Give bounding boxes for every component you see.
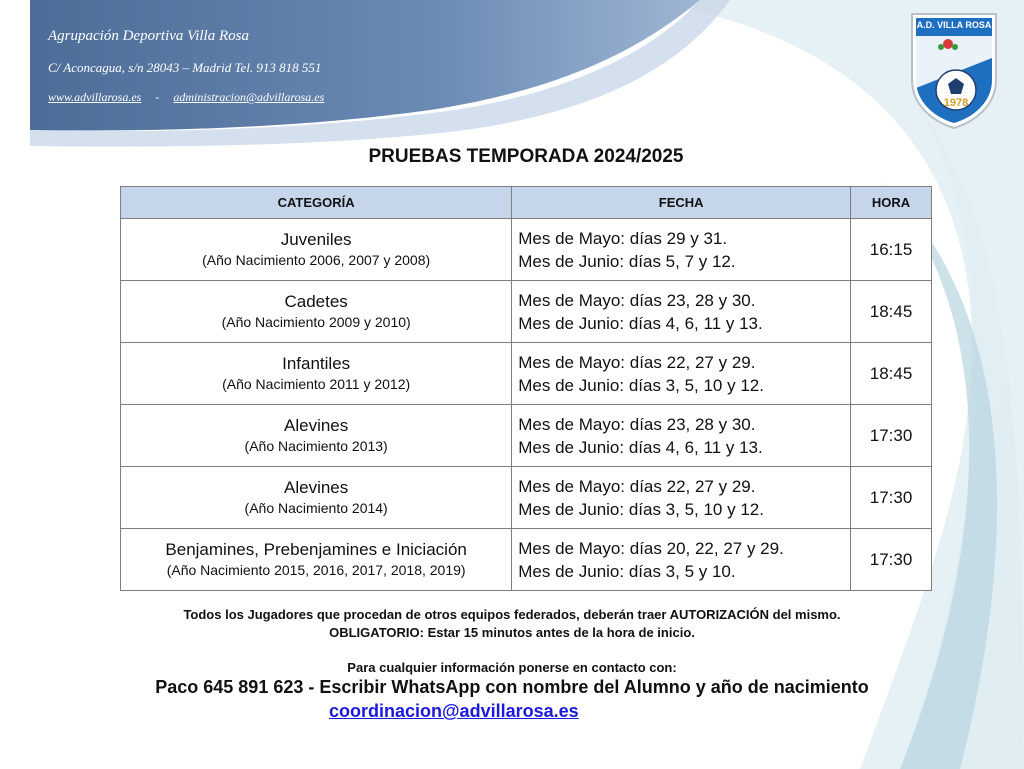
note-info: Para cualquier información ponerse en contacto con:: [347, 660, 677, 675]
dates-cell: [512, 343, 851, 405]
schedule-table: [120, 186, 932, 591]
dates-cell: [512, 405, 851, 467]
note-obligatorio: OBLIGATORIO: Estar 15 minutos antes de la hora de inicio.: [329, 625, 695, 640]
dates-cell: [512, 467, 851, 529]
category-cell: [121, 219, 512, 281]
category-cell: [121, 467, 512, 529]
category-name: Alevines: [284, 478, 349, 497]
dates-cell: [512, 529, 851, 591]
june-dates: Mes de Junio: días 3, 5, 10 y 12.: [518, 499, 764, 519]
category-cell: [121, 343, 512, 405]
org-name: Agrupación Deportiva Villa Rosa: [48, 28, 249, 44]
june-dates: Mes de Junio: días 3, 5 y 10.: [518, 561, 736, 581]
coordination-email-link[interactable]: coordinacion@advillarosa.es: [329, 701, 579, 721]
may-dates: Mes de Mayo: días 23, 28 y 30.: [518, 414, 756, 434]
category-years: (Año Nacimiento 2014): [244, 500, 388, 516]
note-contact: Paco 645 891 623 - Escribir WhatsApp con nombre del Alumno y año de nacimiento: [155, 677, 869, 697]
category-name: Alevines: [284, 416, 349, 435]
header-fecha: FECHA: [512, 187, 851, 219]
june-dates: Mes de Junio: días 3, 5, 10 y 12.: [518, 375, 764, 395]
category-years: (Año Nacimiento 2009 y 2010): [221, 314, 411, 330]
category-cell: [121, 281, 512, 343]
june-dates: Mes de Junio: días 4, 6, 11 y 13.: [518, 313, 763, 333]
time-cell: 17:30: [851, 405, 932, 467]
may-dates: Mes de Mayo: días 20, 22, 27 y 29.: [518, 538, 784, 558]
website-link[interactable]: www.advillarosa.es: [48, 90, 142, 104]
time-cell: 17:30: [851, 529, 932, 591]
june-dates: Mes de Junio: días 4, 6, 11 y 13.: [518, 437, 763, 457]
time-cell: 16:15: [851, 219, 932, 281]
may-dates: Mes de Mayo: días 23, 28 y 30.: [518, 290, 756, 310]
category-years: (Año Nacimiento 2011 y 2012): [222, 376, 411, 392]
admin-email-link[interactable]: administracion@advillarosa.es: [173, 90, 325, 104]
category-name: Cadetes: [284, 292, 348, 311]
table-row: [121, 529, 932, 591]
letterhead: [48, 26, 324, 105]
may-dates: Mes de Mayo: días 29 y 31.: [518, 228, 728, 248]
category-name: Juveniles: [280, 230, 352, 249]
category-cell: [121, 405, 512, 467]
logo-year: 1978: [943, 97, 969, 109]
category-name: Benjamines, Prebenjamines e Iniciación: [165, 540, 467, 559]
category-years: (Año Nacimiento 2015, 2016, 2017, 2018, 2019): [166, 562, 466, 578]
header-hora: HORA: [851, 187, 932, 219]
time-cell: 17:30: [851, 467, 932, 529]
dates-cell: [512, 219, 851, 281]
category-cell: [121, 529, 512, 591]
table-row: [121, 467, 932, 529]
org-contact-line: [48, 89, 324, 105]
dates-cell: [512, 281, 851, 343]
note-federados: Todos los Jugadores que procedan de otros equipos federados, deberán traer AUTORIZACIÓN del mismo.: [183, 607, 841, 622]
may-dates: Mes de Mayo: días 22, 27 y 29.: [518, 352, 756, 372]
club-logo: [908, 10, 1000, 130]
time-cell: 18:45: [851, 343, 932, 405]
table-row: [121, 343, 932, 405]
may-dates: Mes de Mayo: días 22, 27 y 29.: [518, 476, 756, 496]
june-dates: Mes de Junio: días 5, 7 y 12.: [518, 251, 736, 271]
table-header-row: [121, 187, 932, 219]
table-row: [121, 281, 932, 343]
table-row: [121, 405, 932, 467]
category-years: (Año Nacimiento 2013): [244, 438, 388, 454]
contact-separator: -: [155, 90, 160, 104]
page-title: PRUEBAS TEMPORADA 2024/2025: [368, 146, 684, 167]
org-address: C/ Aconcagua, s/n 28043 – Madrid Tel. 913 818 551: [48, 60, 322, 75]
time-cell: 18:45: [851, 281, 932, 343]
category-years: (Año Nacimiento 2006, 2007 y 2008): [202, 252, 431, 268]
category-name: Infantiles: [282, 354, 351, 373]
table-row: [121, 219, 932, 281]
header-categoria: CATEGORÍA: [121, 187, 512, 219]
logo-text: A.D. VILLA ROSA: [916, 20, 992, 30]
